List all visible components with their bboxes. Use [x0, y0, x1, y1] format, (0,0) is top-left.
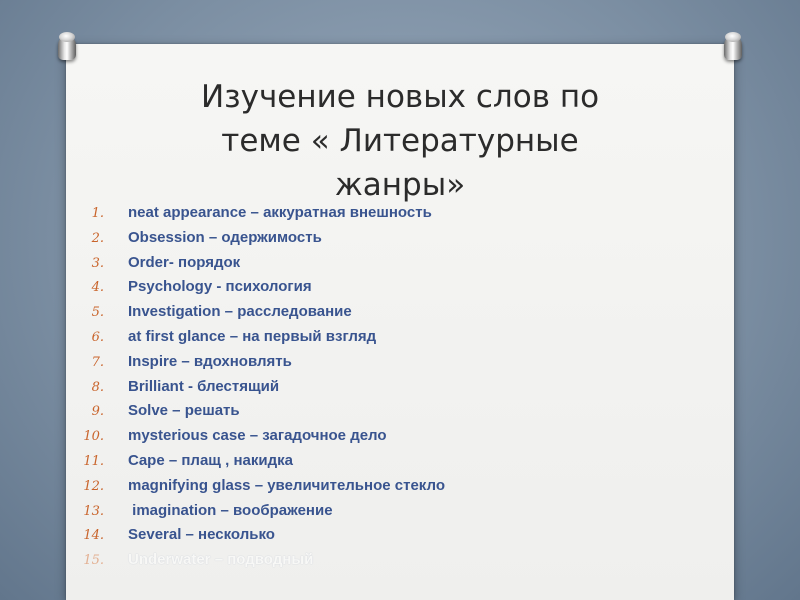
list-item: [70, 378, 445, 403]
item-text: Underwater – подводный: [128, 551, 314, 569]
item-number: 13.: [83, 503, 104, 519]
slide-title: [100, 75, 700, 207]
list-item: [70, 353, 445, 378]
pushpin-icon: [58, 36, 76, 60]
item-number: 11.: [83, 453, 104, 469]
title-line-1: Изучение новых слов по: [200, 78, 600, 115]
list-item: [70, 229, 445, 254]
item-number: 15.: [83, 553, 104, 569]
list-item: [70, 303, 445, 328]
list-item: [70, 502, 445, 527]
item-text: Several – несколько: [128, 526, 275, 544]
list-item: [70, 402, 445, 427]
item-number: 6.: [91, 329, 104, 345]
item-number: 12.: [83, 478, 104, 494]
item-number: 3.: [91, 255, 104, 271]
item-number: 4.: [91, 280, 104, 296]
item-number: 2.: [91, 230, 104, 246]
item-text: Inspire – вдохновлять: [128, 352, 292, 370]
item-text: mysterious case – загадочное дело: [128, 427, 387, 445]
item-number: 14.: [83, 528, 104, 544]
title-line-3: жанры»: [334, 166, 466, 203]
item-number: 5.: [91, 305, 104, 321]
list-item: [70, 278, 445, 303]
title-line-2: теме « Литературные: [221, 122, 579, 159]
list-item: [70, 452, 445, 477]
item-text: Order- порядок: [128, 253, 241, 271]
vocabulary-list: [70, 204, 445, 576]
item-text: Solve – решать: [128, 402, 240, 420]
list-item: [70, 254, 445, 279]
item-text: magnifying glass – увеличительное стекло: [128, 476, 445, 494]
item-number: 8.: [91, 379, 104, 395]
pushpin-icon: [724, 36, 742, 60]
item-text: Psychology - психология: [128, 278, 312, 296]
list-item: [70, 204, 445, 229]
item-number: 7.: [91, 354, 104, 370]
list-item: [70, 328, 445, 353]
list-item: [70, 477, 445, 502]
item-text: Cape – плащ , накидка: [128, 451, 293, 469]
item-text: Investigation – расследование: [128, 303, 352, 321]
item-text: Brilliant - блестящий: [128, 377, 280, 395]
item-text: neat appearance – аккуратная внешность: [128, 204, 432, 221]
item-text: imagination – воображение: [128, 501, 333, 519]
item-text: Obsession – одержимость: [128, 228, 322, 246]
list-item: [70, 427, 445, 452]
item-text: at first glance – на первый взгляд: [128, 327, 377, 345]
list-item: [70, 551, 445, 576]
item-number: 10.: [83, 429, 104, 445]
item-number: 9.: [91, 404, 104, 420]
item-number: 1.: [91, 206, 104, 221]
list-item: [70, 526, 445, 551]
